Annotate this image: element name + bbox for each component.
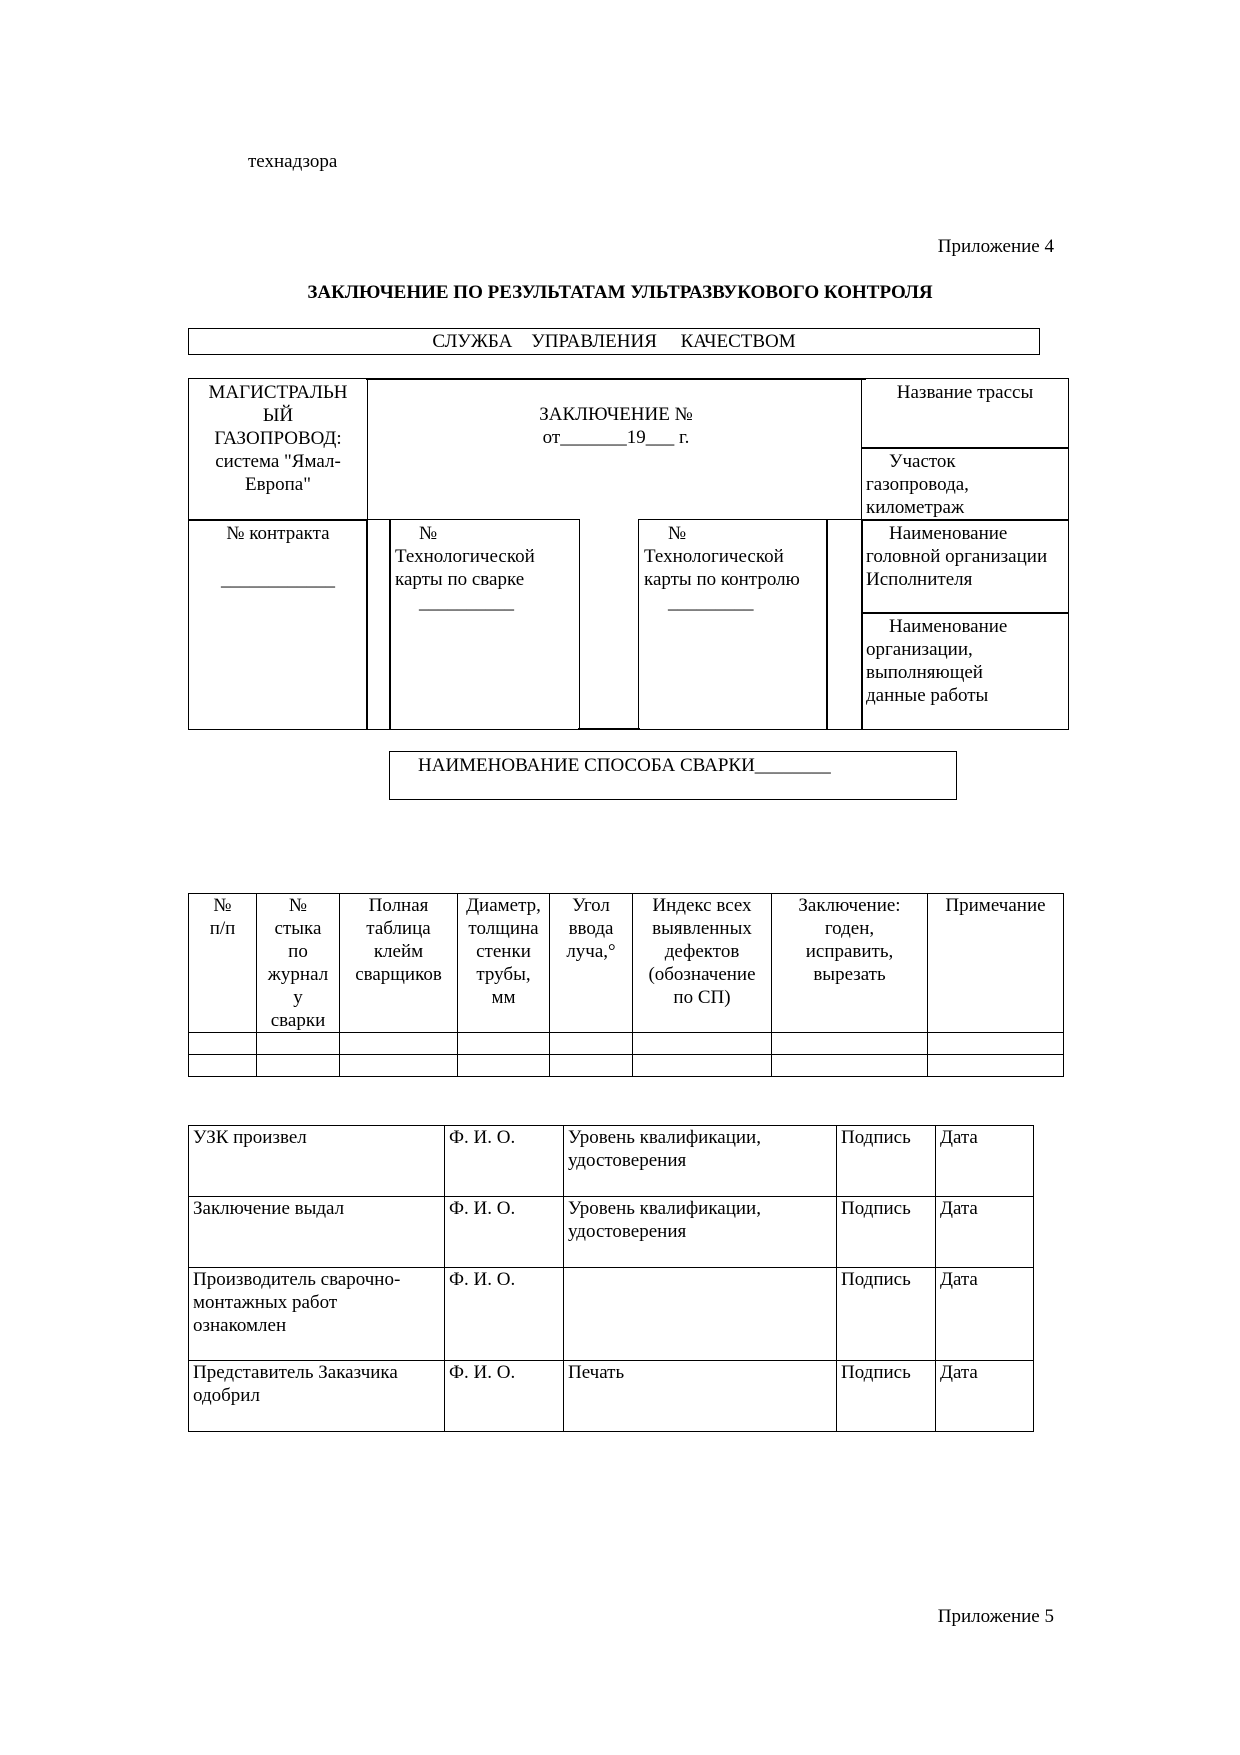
welding-method-label: НАИМЕНОВАНИЕ СПОСОБА СВАРКИ________ bbox=[418, 755, 831, 776]
contract-box bbox=[188, 519, 368, 730]
results-col-header: Индекс всех выявленных дефектов (обозначение по СП) bbox=[633, 894, 772, 1033]
head-org-line-3: Исполнителя bbox=[866, 569, 973, 590]
fio-cell: Ф. И. О. bbox=[445, 1268, 564, 1361]
table-cell[interactable] bbox=[340, 1033, 458, 1055]
signature-cell: Подпись bbox=[837, 1268, 936, 1361]
work-org-line-1: Наименование bbox=[889, 616, 1008, 637]
table-cell[interactable] bbox=[772, 1033, 928, 1055]
control-card-line-2: Технологической bbox=[644, 546, 784, 567]
results-col-header: Угол ввода луча,° bbox=[550, 894, 633, 1033]
table-cell[interactable] bbox=[772, 1055, 928, 1077]
work-org-line-3: выполняющей bbox=[866, 662, 983, 683]
section-line-3: километраж bbox=[866, 497, 965, 518]
results-col-header: Примечание bbox=[928, 894, 1064, 1033]
date-cell: Дата bbox=[936, 1197, 1034, 1268]
conclusion-date: от_______19___ г. bbox=[542, 427, 690, 448]
table-row bbox=[189, 1033, 1064, 1055]
table-cell[interactable] bbox=[458, 1055, 550, 1077]
table-cell[interactable] bbox=[257, 1055, 340, 1077]
role-cell: Представитель Заказчика одобрил bbox=[189, 1361, 445, 1432]
signature-row bbox=[189, 1126, 1034, 1197]
role-cell: УЗК произвел bbox=[189, 1126, 445, 1197]
table-cell[interactable] bbox=[189, 1033, 257, 1055]
table-cell[interactable] bbox=[928, 1033, 1064, 1055]
weld-card-box bbox=[389, 519, 580, 730]
signature-row bbox=[189, 1361, 1034, 1432]
section-line-2: газопровода, bbox=[866, 474, 969, 495]
fio-cell: Ф. И. О. bbox=[445, 1126, 564, 1197]
results-col-header: № п/п bbox=[189, 894, 257, 1033]
table-cell[interactable] bbox=[458, 1033, 550, 1055]
signature-cell: Подпись bbox=[837, 1126, 936, 1197]
header-top-text: технадзора bbox=[248, 151, 338, 172]
contract-blank: ____________ bbox=[221, 569, 335, 590]
weld-card-line-2: Технологической bbox=[395, 546, 535, 567]
results-header-row bbox=[189, 894, 1064, 1033]
signature-row bbox=[189, 1197, 1034, 1268]
route-name-label: Название трассы bbox=[896, 382, 1034, 403]
qualification-cell: Уровень квалификации, удостоверения bbox=[564, 1197, 837, 1268]
table-cell[interactable] bbox=[928, 1055, 1064, 1077]
qualification-cell: Печать bbox=[564, 1361, 837, 1432]
weld-card-no: № bbox=[419, 523, 438, 544]
table-row bbox=[189, 1055, 1064, 1077]
section-box bbox=[861, 447, 1069, 521]
fio-cell: Ф. И. О. bbox=[445, 1197, 564, 1268]
conclusion-block bbox=[366, 403, 866, 449]
work-org-line-4: данные работы bbox=[866, 685, 989, 706]
fio-cell: Ф. И. О. bbox=[445, 1361, 564, 1432]
results-table bbox=[188, 893, 1064, 1077]
head-org-box bbox=[861, 519, 1069, 614]
contract-label: № контракта bbox=[226, 523, 330, 544]
head-org-line-2: головной организации bbox=[866, 546, 1048, 567]
document-title: ЗАКЛЮЧЕНИЕ ПО РЕЗУЛЬТАТАМ УЛЬТРАЗВУКОВОГО КОНТРОЛЯ bbox=[307, 282, 933, 303]
route-name-box bbox=[861, 378, 1069, 449]
control-card-box bbox=[638, 519, 828, 730]
control-card-no: № bbox=[668, 523, 687, 544]
service-bar bbox=[188, 328, 1040, 355]
section-line-1: Участок bbox=[889, 451, 956, 472]
pipeline-line-2: ЫЙ bbox=[262, 405, 294, 426]
pipeline-box bbox=[188, 378, 368, 521]
table-cell[interactable] bbox=[550, 1055, 633, 1077]
table-cell[interactable] bbox=[189, 1055, 257, 1077]
table-cell[interactable] bbox=[633, 1033, 772, 1055]
results-col-header: Полная таблица клейм сварщиков bbox=[340, 894, 458, 1033]
table-cell[interactable] bbox=[550, 1033, 633, 1055]
qualification-cell: Уровень квалификации, удостоверения bbox=[564, 1126, 837, 1197]
date-cell: Дата bbox=[936, 1361, 1034, 1432]
work-org-line-2: организации, bbox=[866, 639, 973, 660]
pipeline-line-4: система "Ямал- bbox=[215, 451, 341, 472]
control-card-blank: _________ bbox=[668, 592, 754, 613]
weld-card-line-3: карты по сварке bbox=[395, 569, 525, 590]
signature-table bbox=[188, 1125, 1034, 1432]
signature-cell: Подпись bbox=[837, 1361, 936, 1432]
results-col-header: Диаметр, толщина стенки трубы, мм bbox=[458, 894, 550, 1033]
spacer-column-left bbox=[366, 519, 391, 730]
appendix-label-top: Приложение 4 bbox=[937, 236, 1054, 257]
spacer-column-right bbox=[826, 519, 863, 730]
role-cell: Заключение выдал bbox=[189, 1197, 445, 1268]
signature-row bbox=[189, 1268, 1034, 1361]
conclusion-top-rule bbox=[366, 378, 866, 380]
service-bar-text: СЛУЖБА УПРАВЛЕНИЯ КАЧЕСТВОМ bbox=[432, 331, 796, 352]
results-col-header: № стыка по журнал у сварки bbox=[257, 894, 340, 1033]
welding-method-box bbox=[389, 751, 957, 800]
date-cell: Дата bbox=[936, 1126, 1034, 1197]
table-cell[interactable] bbox=[633, 1055, 772, 1077]
head-org-line-1: Наименование bbox=[889, 523, 1008, 544]
conclusion-number: ЗАКЛЮЧЕНИЕ № bbox=[539, 404, 693, 425]
role-cell: Производитель сварочно- монтажных работ ознакомлен bbox=[189, 1268, 445, 1361]
pipeline-line-3: ГАЗОПРОВОД: bbox=[214, 428, 342, 449]
date-cell: Дата bbox=[936, 1268, 1034, 1361]
control-card-line-3: карты по контролю bbox=[644, 569, 800, 590]
appendix-label-bottom: Приложение 5 bbox=[937, 1606, 1054, 1627]
work-org-box bbox=[861, 612, 1069, 730]
table-cell[interactable] bbox=[340, 1055, 458, 1077]
signature-cell: Подпись bbox=[837, 1197, 936, 1268]
weld-card-blank: __________ bbox=[419, 592, 514, 613]
qualification-cell bbox=[564, 1268, 837, 1361]
pipeline-line-5: Европа" bbox=[245, 474, 311, 495]
results-col-header: Заключение: годен, исправить, вырезать bbox=[772, 894, 928, 1033]
cards-gap-rule bbox=[578, 728, 640, 730]
pipeline-line-1: МАГИСТРАЛЬН bbox=[208, 382, 348, 403]
table-cell[interactable] bbox=[257, 1033, 340, 1055]
